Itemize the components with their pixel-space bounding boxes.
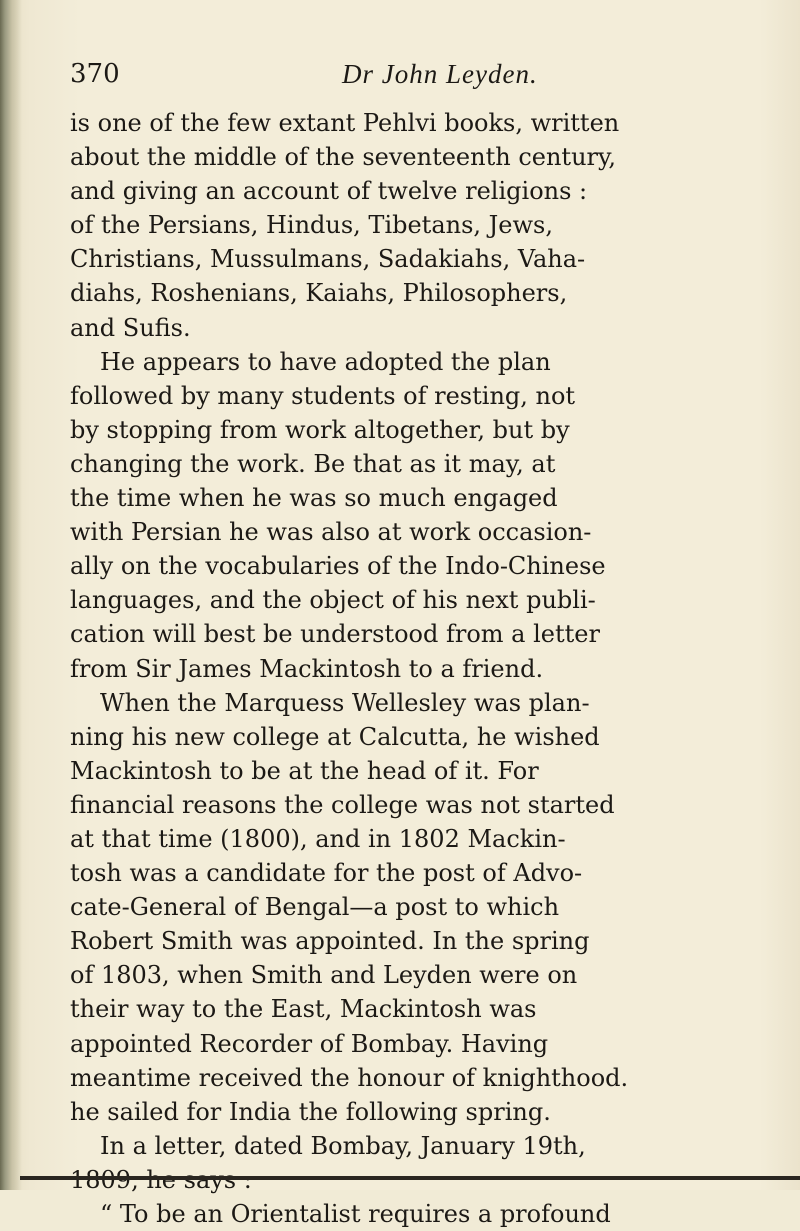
text-line: at that time (1800), and in 1802 Mackin-: [70, 824, 566, 853]
text-line: of the Persians, Hindus, Tibetans, Jews,: [70, 211, 553, 240]
text-line: tosh was a candidate for the post of Advo-: [70, 859, 583, 888]
text-line: appointed Recorder of Bombay. Having: [70, 1029, 549, 1058]
text-line: Robert Smith was appointed. In the spring: [70, 927, 590, 956]
text-line: and giving an account of twelve religions :: [70, 177, 588, 206]
text-line: ally on the vocabularies of the Indo-Chinese: [70, 552, 606, 581]
text-line: diahs, Roshenians, Kaiahs, Philosophers,: [70, 279, 568, 308]
text-line: he sailed for India the following spring.: [70, 1097, 551, 1126]
text-line: “ To be an Orientalist requires a profound: [100, 1200, 611, 1228]
running-head: Dr John Leyden.: [342, 59, 538, 89]
text-line: In a letter, dated Bombay, January 19th,: [100, 1131, 586, 1160]
text-line: Christians, Mussulmans, Sadakiahs, Vaha-: [70, 245, 586, 274]
text-line: followed by many students of resting, not: [70, 381, 576, 410]
text-line: the time when he was so much engaged: [70, 484, 558, 513]
binding-shadow: [0, 0, 22, 1190]
text-line: by stopping from work altogether, but by: [70, 415, 570, 444]
text-line: changing the work. Be that as it may, at: [70, 449, 556, 478]
body-text: [70, 106, 750, 1231]
text-line: and Sufis.: [70, 313, 191, 342]
page-bottom-edge: [20, 1176, 800, 1180]
text-line: with Persian he was also at work occasion-: [70, 518, 592, 547]
text-line: their way to the East, Mackintosh was: [70, 995, 537, 1024]
text-line: Mackintosh to be at the head of it. For: [70, 756, 539, 785]
text-line: about the middle of the seventeenth century,: [70, 143, 616, 172]
text-line: cate-General of Bengal—a post to which: [70, 893, 560, 922]
text-line: He appears to have adopted the plan: [100, 347, 551, 376]
text-line: ning his new college at Calcutta, he wished: [70, 722, 600, 751]
page-number: 370: [70, 59, 120, 89]
text-line: is one of the few extant Pehlvi books, written: [70, 109, 620, 137]
text-line: When the Marquess Wellesley was plan-: [100, 688, 590, 717]
page-header: [70, 54, 750, 94]
text-line: meantime received the honour of knighthood.: [70, 1063, 629, 1092]
text-line: of 1803, when Smith and Leyden were on: [70, 961, 578, 990]
text-line: from Sir James Mackintosh to a friend.: [70, 654, 544, 683]
text-line: languages, and the object of his next publi-: [70, 586, 596, 615]
text-line: financial reasons the college was not started: [70, 790, 615, 819]
text-line: cation will best be understood from a letter: [70, 620, 600, 649]
